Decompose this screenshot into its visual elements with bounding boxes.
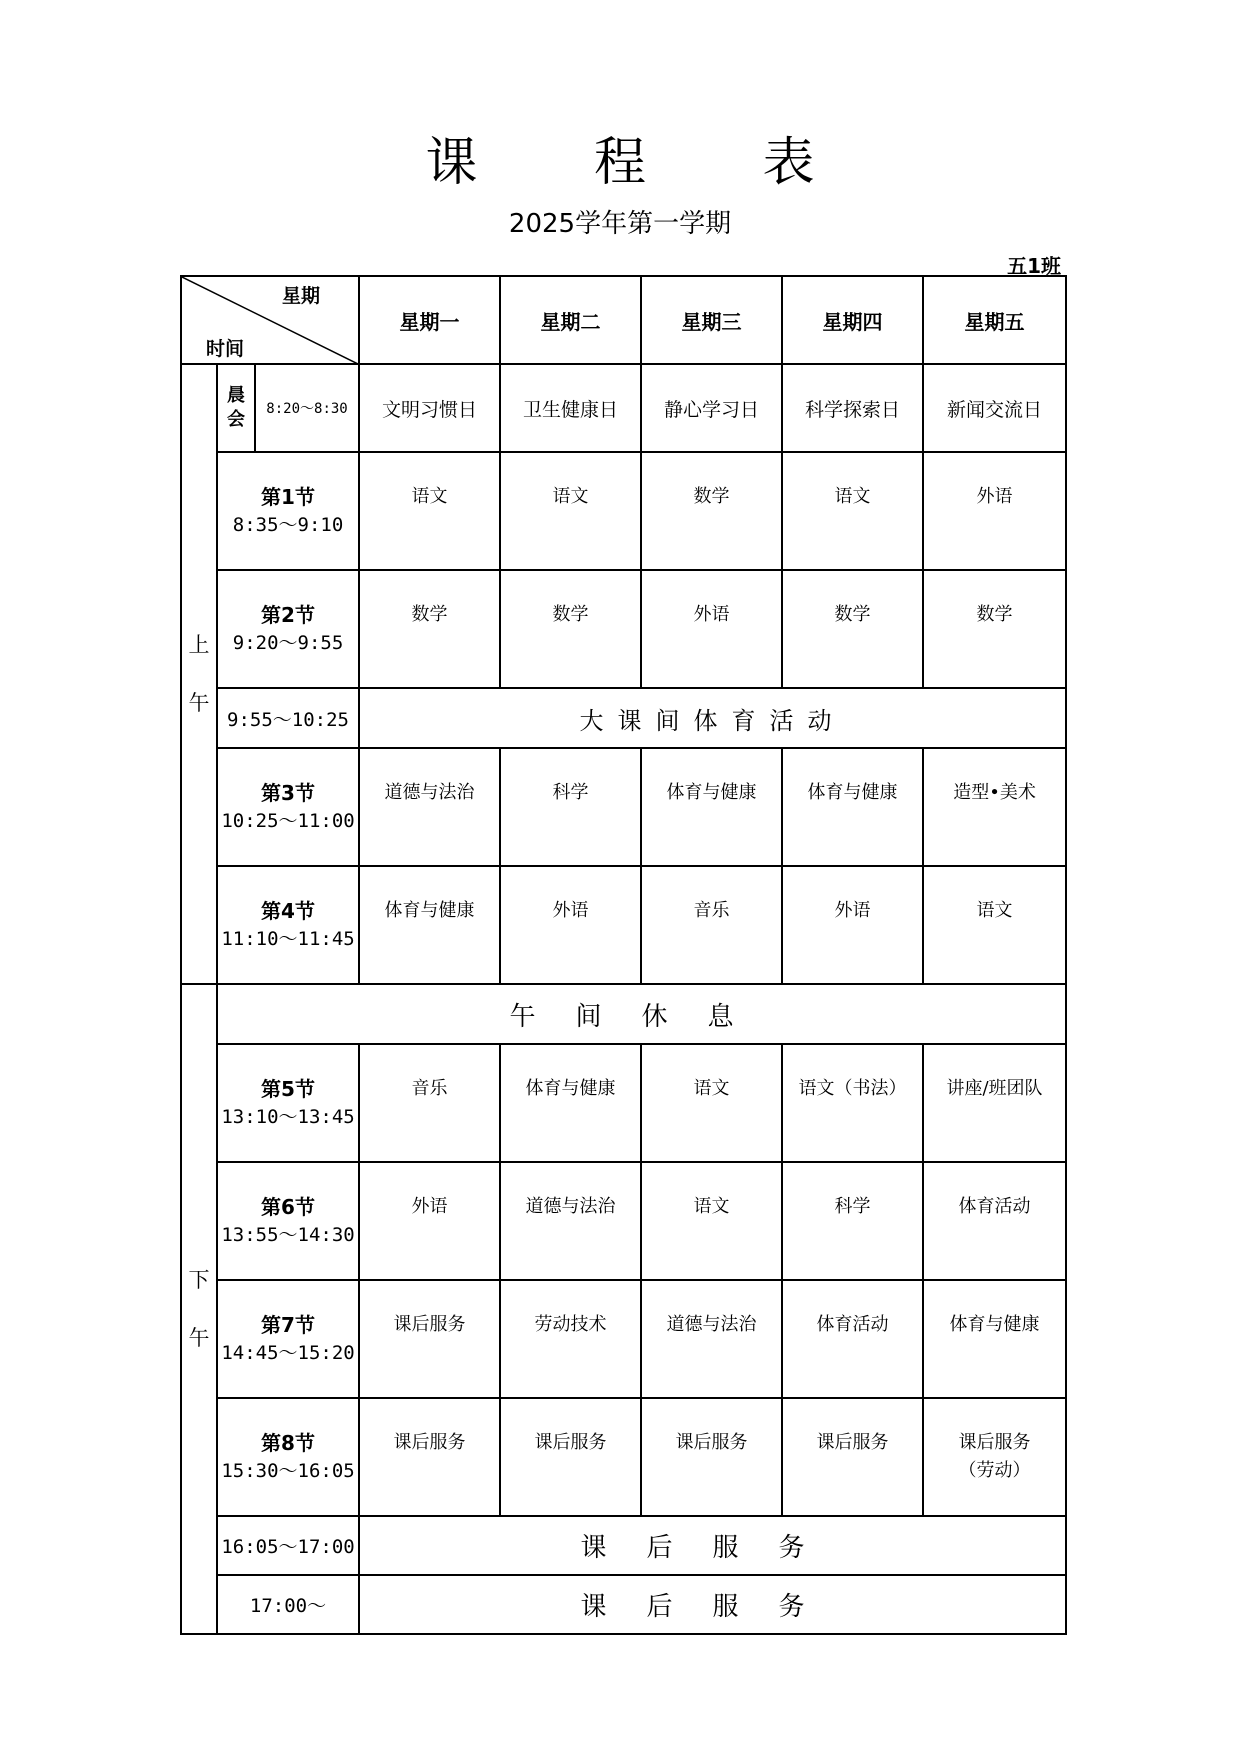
subject-cell: 课后服务 — [782, 1398, 923, 1516]
period-time: 13:10～13:45 — [221, 1106, 355, 1128]
lunch-break: 午间休息 — [217, 984, 1066, 1044]
subject-cell: 数学 — [641, 452, 782, 570]
header-row — [181, 276, 1066, 364]
period-header — [217, 1398, 359, 1516]
period-label: 第8节 — [261, 1431, 315, 1455]
period-row — [181, 1162, 1066, 1280]
subject-cell: 语文 — [782, 452, 923, 570]
meeting-theme: 卫生健康日 — [500, 364, 641, 452]
title-char: 程 — [593, 133, 646, 193]
after-school-activity: 课后服务 — [359, 1575, 1066, 1634]
subject-cell: 体育与健康 — [359, 866, 500, 984]
subject-cell: 音乐 — [641, 866, 782, 984]
subject-note: （劳动） — [958, 1460, 1031, 1481]
subject-cell: 课后服务 — [641, 1398, 782, 1516]
big-break-row — [181, 688, 1066, 748]
period-time: 15:30～16:05 — [221, 1460, 355, 1482]
subject-cell: 外语 — [500, 866, 641, 984]
after-school-row — [181, 1575, 1066, 1634]
morning-meeting-row — [181, 364, 1066, 452]
subject-text: 课后服务 — [958, 1432, 1031, 1453]
subject-cell: 科学 — [782, 1162, 923, 1280]
period-time: 9:20～9:55 — [232, 632, 344, 654]
meeting-theme: 科学探索日 — [782, 364, 923, 452]
big-break-activity: 大课间体育活动 — [359, 688, 1066, 748]
subject-cell: 语文（书法） — [782, 1044, 923, 1162]
subject-cell: 数学 — [782, 570, 923, 688]
period-time: 10:25～11:00 — [221, 810, 355, 832]
period-row — [181, 1280, 1066, 1398]
after-school-activity: 课后服务 — [359, 1516, 1066, 1575]
morning-char: 午 — [188, 691, 210, 715]
subject-cell: 体育与健康 — [782, 748, 923, 866]
period-time: 11:10～11:45 — [221, 928, 355, 950]
subject-cell: 体育活动 — [782, 1280, 923, 1398]
meeting-char: 晨 — [227, 385, 245, 406]
period-header — [217, 452, 359, 570]
subject-cell: 道德与法治 — [641, 1280, 782, 1398]
period-header — [217, 866, 359, 984]
period-header — [217, 1280, 359, 1398]
title-char: 课 — [425, 133, 478, 193]
period-header — [217, 570, 359, 688]
meeting-char: 会 — [227, 409, 245, 430]
subject-cell: 道德与法治 — [359, 748, 500, 866]
period-header — [217, 1162, 359, 1280]
morning-meeting-label — [217, 364, 255, 452]
period-time: 8:35～9:10 — [232, 514, 344, 536]
period-row — [181, 452, 1066, 570]
subject-cell: 体育与健康 — [500, 1044, 641, 1162]
period-header — [217, 748, 359, 866]
subject-cell: 语文 — [923, 866, 1066, 984]
corner-cell — [181, 276, 359, 364]
day-header: 星期三 — [641, 276, 782, 364]
subject-cell: 数学 — [923, 570, 1066, 688]
timetable — [180, 275, 1067, 1635]
subject-cell: 音乐 — [359, 1044, 500, 1162]
period-row — [181, 1398, 1066, 1516]
period-label: 第5节 — [261, 1077, 315, 1101]
after-school-time: 16:05～17:00 — [217, 1516, 359, 1575]
period-row — [181, 1044, 1066, 1162]
morning-char: 上 — [188, 633, 210, 657]
subject-cell: 外语 — [359, 1162, 500, 1280]
subject-cell: 课后服务 — [359, 1398, 500, 1516]
subject-cell — [923, 1398, 1066, 1516]
subject-cell: 语文 — [641, 1044, 782, 1162]
page-title — [0, 120, 1240, 195]
period-time: 13:55～14:30 — [221, 1224, 355, 1246]
subject-cell: 课后服务 — [359, 1280, 500, 1398]
period-row — [181, 866, 1066, 984]
meeting-theme: 静心学习日 — [641, 364, 782, 452]
corner-day-label: 星期 — [282, 285, 321, 307]
period-label: 第2节 — [261, 603, 315, 627]
subject-cell: 体育活动 — [923, 1162, 1066, 1280]
after-school-row — [181, 1516, 1066, 1575]
period-label: 第1节 — [261, 485, 315, 509]
subject-cell: 课后服务 — [500, 1398, 641, 1516]
subject-cell: 讲座/班团队 — [923, 1044, 1066, 1162]
after-school-time: 17:00～ — [217, 1575, 359, 1634]
class-name: 五1班 — [1007, 254, 1061, 278]
subject-cell: 体育与健康 — [641, 748, 782, 866]
subject-cell: 语文 — [500, 452, 641, 570]
subject-cell: 体育与健康 — [923, 1280, 1066, 1398]
meeting-theme: 文明习惯日 — [359, 364, 500, 452]
period-row — [181, 570, 1066, 688]
subject-cell: 外语 — [641, 570, 782, 688]
period-header — [217, 1044, 359, 1162]
big-break-time: 9:55～10:25 — [217, 688, 359, 748]
period-label: 第3节 — [261, 781, 315, 805]
subject-cell: 数学 — [359, 570, 500, 688]
subject-cell: 科学 — [500, 748, 641, 866]
subject-cell: 道德与法治 — [500, 1162, 641, 1280]
day-header: 星期五 — [923, 276, 1066, 364]
subject-cell: 造型•美术 — [923, 748, 1066, 866]
meeting-theme: 新闻交流日 — [923, 364, 1066, 452]
afternoon-char: 午 — [188, 1326, 210, 1350]
title-char: 表 — [762, 133, 815, 193]
subject-cell: 外语 — [782, 866, 923, 984]
period-label: 第6节 — [261, 1195, 315, 1219]
day-header: 星期四 — [782, 276, 923, 364]
afternoon-char: 下 — [188, 1268, 210, 1292]
morning-label — [181, 364, 217, 984]
subject-cell: 外语 — [923, 452, 1066, 570]
day-header: 星期二 — [500, 276, 641, 364]
period-label: 第4节 — [261, 899, 315, 923]
subject-cell: 劳动技术 — [500, 1280, 641, 1398]
lunch-row — [181, 984, 1066, 1044]
period-label: 第7节 — [261, 1313, 315, 1337]
day-header: 星期一 — [359, 276, 500, 364]
period-row — [181, 748, 1066, 866]
semester-subtitle: 2025学年第一学期 — [508, 209, 732, 239]
subject-cell: 数学 — [500, 570, 641, 688]
morning-meeting-time: 8:20～8:30 — [255, 364, 359, 452]
subject-cell: 语文 — [359, 452, 500, 570]
afternoon-label — [181, 984, 217, 1634]
period-time: 14:45～15:20 — [221, 1342, 355, 1364]
corner-time-label: 时间 — [206, 338, 245, 360]
subject-cell: 语文 — [641, 1162, 782, 1280]
